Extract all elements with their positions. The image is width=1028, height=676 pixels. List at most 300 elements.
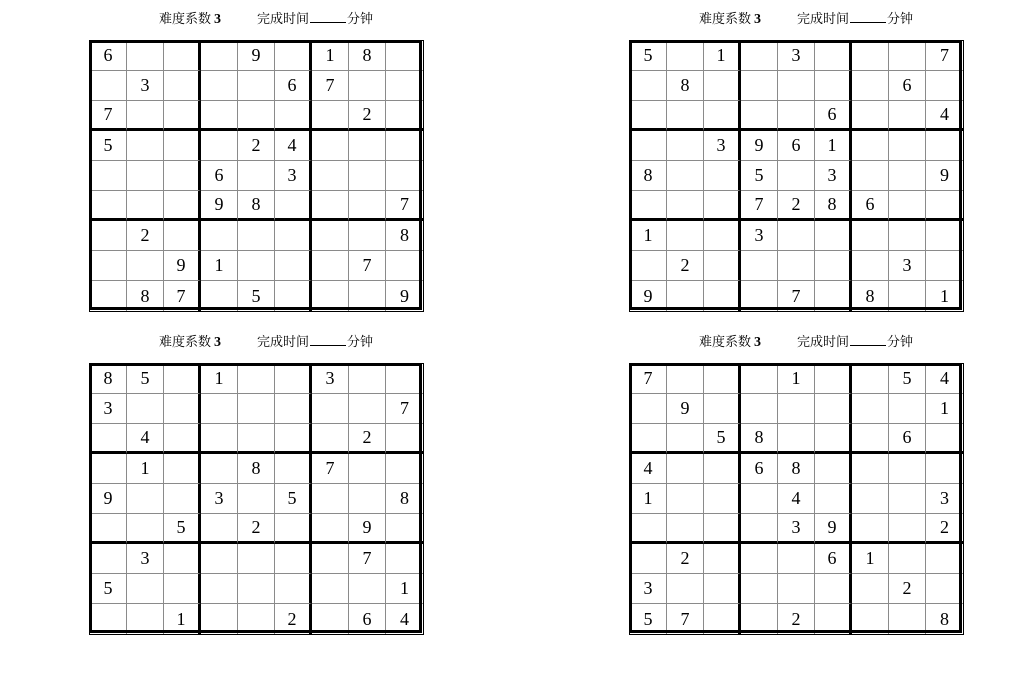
grid-cell [275,41,312,71]
grid-cell [238,101,275,131]
grid-cell: 9 [741,131,778,161]
grid-cell: 9 [926,161,963,191]
grid-cell [778,251,815,281]
grid-cell [238,161,275,191]
grid-cell [201,604,238,634]
grid-cell [852,364,889,394]
difficulty-text [699,331,761,351]
grid-cell [238,574,275,604]
grid-cell [741,251,778,281]
grid-cell: 5 [275,484,312,514]
grid-cell: 3 [630,574,667,604]
grid-cell [127,161,164,191]
grid-cell: 2 [778,604,815,634]
grid-cell: 6 [90,41,127,71]
grid-cell: 4 [275,131,312,161]
grid-cell [778,574,815,604]
grid-cell [164,484,201,514]
grid-cell [704,514,741,544]
puzzle-header [629,331,964,351]
grid-cell [349,281,386,311]
grid-cell [238,394,275,424]
grid-cell [127,484,164,514]
grid-cell [889,221,926,251]
grid-cell [704,364,741,394]
grid-cell [275,454,312,484]
grid-cell [704,71,741,101]
grid-cell [312,424,349,454]
grid-cell [90,281,127,311]
grid-cell [889,394,926,424]
grid-cell [815,454,852,484]
grid-cell [741,71,778,101]
grid-cell [667,281,704,311]
completion-time-text [257,8,373,27]
grid-cell [312,281,349,311]
grid-cell [852,574,889,604]
grid-cell [926,424,963,454]
grid-cell: 7 [630,364,667,394]
grid-cell [889,101,926,131]
grid-cell [164,394,201,424]
grid-cell: 4 [926,364,963,394]
grid-cell: 7 [349,544,386,574]
grid-cell: 3 [704,131,741,161]
grid-cell [667,514,704,544]
grid-cell [741,281,778,311]
grid-cell: 6 [349,604,386,634]
grid-cell [667,101,704,131]
grid-cell: 8 [630,161,667,191]
grid-cell [815,604,852,634]
grid-cell [275,544,312,574]
grid-cell: 2 [778,191,815,221]
minutes-label: 分钟 [347,335,374,350]
grid-cell [667,454,704,484]
grid-cell [815,484,852,514]
grid-cell [704,454,741,484]
difficulty-label: 难度系数 [699,335,752,350]
grid-cell [926,221,963,251]
grid-cell [926,191,963,221]
grid-cell [275,221,312,251]
grid-cell: 6 [815,544,852,574]
grid-cell [164,71,201,101]
grid-cell [889,604,926,634]
grid-cell: 4 [778,484,815,514]
grid-cell [778,101,815,131]
grid-cell [349,484,386,514]
time-label: 完成时间 [797,335,850,350]
grid-cell [127,514,164,544]
grid-cell [164,364,201,394]
grid-cell: 1 [926,394,963,424]
grid-cell [889,454,926,484]
difficulty-label: 难度系数 [159,335,212,350]
grid-cell [667,221,704,251]
grid-cell [386,101,423,131]
grid-cell: 2 [127,221,164,251]
time-label: 完成时间 [797,12,850,27]
difficulty-label: 难度系数 [699,12,752,27]
time-blank-line [850,11,886,23]
grid-cell [238,484,275,514]
grid-cell [90,604,127,634]
grid-cell [201,514,238,544]
grid-cell [386,251,423,281]
grid-cell: 3 [127,544,164,574]
grid-cell [127,191,164,221]
grid-cell: 2 [889,574,926,604]
grid-cell: 4 [926,101,963,131]
difficulty-label: 难度系数 [159,12,212,27]
grid-cell: 1 [312,41,349,71]
grid-cell [630,424,667,454]
grid-cell [704,221,741,251]
grid-cell [630,71,667,101]
grid-cell [90,424,127,454]
grid-cell [349,161,386,191]
grid-cell [778,161,815,191]
grid-cell [667,131,704,161]
grid-cell: 7 [926,41,963,71]
grid-cell: 8 [815,191,852,221]
grid-cell [386,544,423,574]
grid-cell: 5 [704,424,741,454]
grid-cell: 3 [90,394,127,424]
difficulty-text [699,8,761,28]
grid-cell [704,281,741,311]
grid-cell [127,131,164,161]
grid-cell: 1 [630,221,667,251]
grid-cell [741,574,778,604]
grid-cell [852,71,889,101]
grid-cell: 1 [852,544,889,574]
grid-cell: 6 [889,71,926,101]
grid-cell: 1 [164,604,201,634]
grid-cell [201,544,238,574]
grid-cell [667,161,704,191]
grid-cell [815,71,852,101]
puzzle-header [629,8,964,28]
grid-cell [386,71,423,101]
grid-cell [164,544,201,574]
grid-cell: 9 [201,191,238,221]
grid-cell: 8 [386,221,423,251]
grid-cell: 2 [275,604,312,634]
grid-cell [312,131,349,161]
grid-cell [164,454,201,484]
grid-cell: 8 [778,454,815,484]
time-blank-line [850,334,886,346]
grid-cell: 2 [667,544,704,574]
grid-cell [386,131,423,161]
minutes-label: 分钟 [887,335,914,350]
grid-cell: 5 [164,514,201,544]
grid-cell: 1 [778,364,815,394]
grid-cell [741,604,778,634]
grid-cell: 8 [238,191,275,221]
grid-cell: 2 [238,131,275,161]
grid-cell [667,574,704,604]
grid-cell [889,41,926,71]
grid-cell [312,394,349,424]
grid-cell [349,191,386,221]
grid-cell: 7 [386,394,423,424]
grid-cell: 7 [312,454,349,484]
grid-cell [815,364,852,394]
grid-cell [201,41,238,71]
time-blank-line [310,11,346,23]
grid-cell [386,364,423,394]
grid-cell [815,281,852,311]
grid-cell [889,484,926,514]
grid-cell [201,454,238,484]
grid-cell [815,574,852,604]
grid-cell [349,364,386,394]
grid-cell [889,514,926,544]
grid-cell: 6 [889,424,926,454]
grid-cell: 1 [940,285,949,306]
grid-cell: 9 [815,514,852,544]
grid-cell [741,544,778,574]
grid-cell [386,424,423,454]
grid-cell: 7 [312,71,349,101]
grid-cell [630,544,667,574]
grid-cell [815,221,852,251]
grid-cell [667,484,704,514]
grid-cell [312,161,349,191]
grid-cell [90,221,127,251]
grid-cell [852,424,889,454]
minutes-label: 分钟 [347,12,374,27]
grid-cell: 9 [667,394,704,424]
grid-cell: 2 [926,514,963,544]
grid-cell [741,484,778,514]
grid-cell: 3 [889,251,926,281]
grid-cell [852,454,889,484]
grid-cell: 1 [630,484,667,514]
grid-cell [127,251,164,281]
grid-cell [312,191,349,221]
grid-cell: 3 [741,221,778,251]
grid-cell [201,394,238,424]
grid-cell [704,161,741,191]
grid-cell [704,394,741,424]
grid-cell [201,131,238,161]
grid-cell [127,604,164,634]
grid-cell: 7 [741,191,778,221]
grid-cell: 8 [940,608,949,629]
grid-cell [386,454,423,484]
grid-cell [312,484,349,514]
completion-time-text [797,331,913,350]
grid-cell [201,281,238,311]
grid-cell [704,191,741,221]
grid-cell [312,221,349,251]
grid-cell [312,604,349,634]
grid-cell: 1 [386,574,423,604]
grid-cell: 8 [90,364,127,394]
sudoku-grid [89,40,424,312]
grid-cell: 9 [164,251,201,281]
grid-cell: 8 [349,41,386,71]
grid-cell: 3 [127,71,164,101]
grid-cell [90,544,127,574]
grid-cell [889,544,926,574]
grid-cell [349,454,386,484]
grid-cell [349,71,386,101]
grid-cell [741,394,778,424]
puzzle-header [89,8,424,28]
grid-cell [852,484,889,514]
difficulty-value: 3 [754,12,762,27]
grid-cell: 6 [201,161,238,191]
grid-cell [704,604,741,634]
grid-cell [852,131,889,161]
grid-cell [238,364,275,394]
grid-cell [164,101,201,131]
grid-cell: 3 [778,41,815,71]
grid-cell [386,514,423,544]
grid-cell [275,514,312,544]
grid-cell [275,281,312,311]
grid-cell: 3 [201,484,238,514]
grid-cell: 5 [630,41,667,71]
grid-cell [630,131,667,161]
grid-cell [630,514,667,544]
grid-cell: 8 [238,454,275,484]
grid-cell: 4 [127,424,164,454]
difficulty-text [159,331,221,351]
grid-cell: 5 [238,281,275,311]
grid-cell [312,101,349,131]
grid-cell [164,131,201,161]
grid-cell [312,544,349,574]
grid-cell: 5 [741,161,778,191]
grid-cell: 4 [400,608,409,629]
grid-cell: 2 [349,101,386,131]
grid-cell: 9 [630,281,667,311]
grid-cell [164,41,201,71]
grid-cell [275,251,312,281]
grid-cell [127,41,164,71]
grid-cell [852,101,889,131]
grid-cell [778,424,815,454]
grid-cell: 7 [164,281,201,311]
grid-cell [704,484,741,514]
grid-cell: 6 [815,101,852,131]
grid-cell: 1 [815,131,852,161]
grid-cell: 6 [778,131,815,161]
grid-cell: 1 [127,454,164,484]
grid-cell [778,544,815,574]
grid-cell [926,131,963,161]
grid-cell: 3 [275,161,312,191]
grid-cell [630,251,667,281]
grid-cell [926,454,963,484]
grid-cell [926,574,963,604]
grid-cell [127,574,164,604]
grid-cell [815,424,852,454]
grid-cell [386,161,423,191]
grid-cell [889,281,926,311]
grid-cell: 8 [852,281,889,311]
grid-cell [312,251,349,281]
grid-cell [667,364,704,394]
grid-cell [90,514,127,544]
grid-cell [852,161,889,191]
grid-cell [201,424,238,454]
grid-cell: 9 [349,514,386,544]
grid-cell [889,131,926,161]
grid-cell [90,454,127,484]
grid-cell [349,221,386,251]
grid-cell [201,71,238,101]
puzzle-header [89,331,424,351]
grid-cell: 3 [312,364,349,394]
grid-cell [238,424,275,454]
grid-cell [90,251,127,281]
grid-cell [852,604,889,634]
grid-cell [275,394,312,424]
difficulty-text [159,8,221,28]
grid-cell [704,544,741,574]
difficulty-value: 3 [214,335,222,350]
grid-cell: 3 [778,514,815,544]
grid-cell [238,604,275,634]
grid-cell: 9 [238,41,275,71]
grid-cell: 7 [90,101,127,131]
grid-cell [926,251,963,281]
grid-cell [778,221,815,251]
grid-cell [630,191,667,221]
grid-cell [238,544,275,574]
grid-cell [164,424,201,454]
grid-cell [852,251,889,281]
grid-cell [889,161,926,191]
grid-cell: 1 [201,251,238,281]
grid-cell [815,41,852,71]
sudoku-grid [89,363,424,635]
grid-cell [90,71,127,101]
grid-cell [275,574,312,604]
grid-cell [852,41,889,71]
grid-cell [667,41,704,71]
grid-cell [741,101,778,131]
grid-cell [815,394,852,424]
grid-cell: 8 [386,484,423,514]
grid-cell: 7 [349,251,386,281]
grid-cell: 3 [815,161,852,191]
grid-cell: 5 [90,574,127,604]
grid-cell: 5 [127,364,164,394]
grid-cell [852,514,889,544]
grid-cell: 7 [667,604,704,634]
grid-cell: 3 [926,484,963,514]
grid-cell [852,394,889,424]
grid-cell: 8 [741,424,778,454]
grid-cell: 2 [349,424,386,454]
grid-cell [164,161,201,191]
grid-cell [275,424,312,454]
grid-cell [127,394,164,424]
grid-cell [926,544,963,574]
grid-cell [238,251,275,281]
completion-time-text [797,8,913,27]
grid-cell: 7 [386,191,423,221]
grid-cell [201,574,238,604]
